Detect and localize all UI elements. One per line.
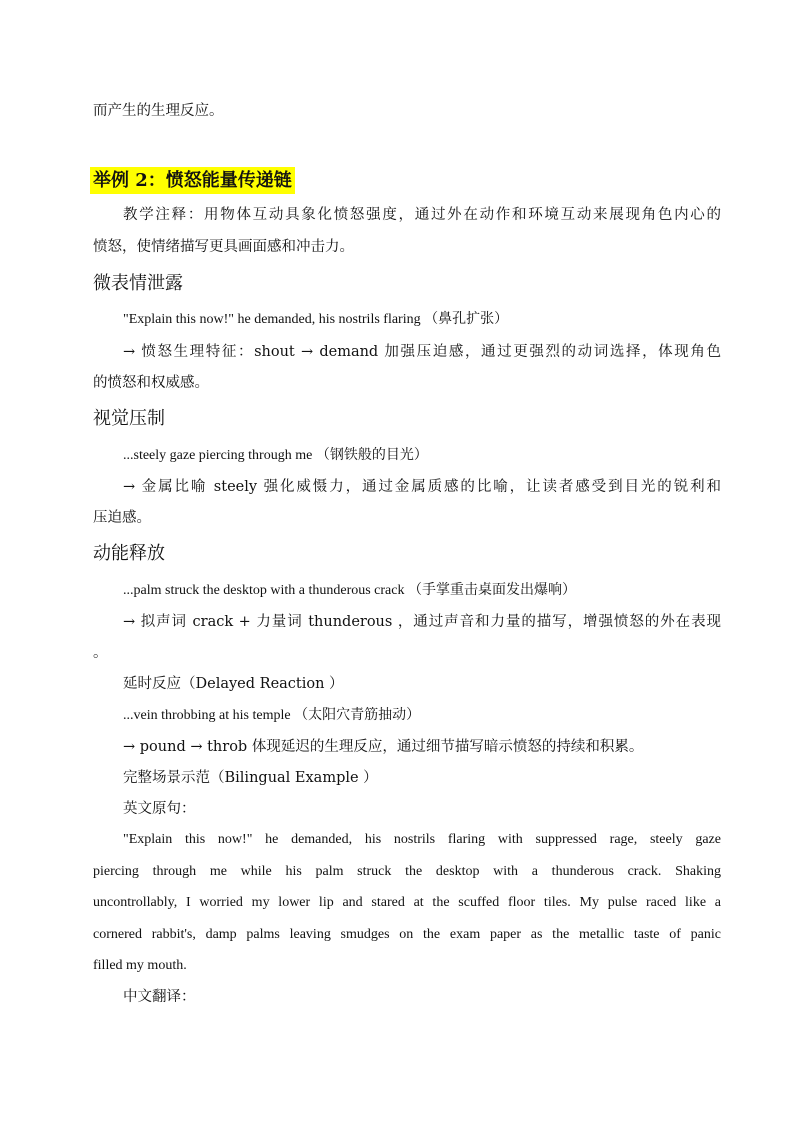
section-title-visual-pressure: 视觉压制: [93, 408, 165, 429]
english-paragraph-line: filled my mouth.: [93, 958, 187, 973]
teaching-note-line2: 愤怒，使情绪描写更具画面感和冲击力。: [93, 239, 354, 255]
analysis-line2: 的愤怒和权威感。: [93, 375, 209, 391]
quote-nostrils: "Explain this now!" he demanded, his nostrils flaring （鼻孔扩张）: [123, 312, 509, 327]
analysis-line1: → 拟声词 crack + 力量词 thunderous ，通过声音和力量的描写，增强愤怒的外在表现: [123, 614, 721, 630]
quote-palm-struck: ...palm struck the desktop with a thunderous crack （手掌重击桌面发出爆响）: [123, 583, 576, 598]
section-title-micro-expression: 微表情泄露: [93, 273, 183, 294]
english-paragraph-line: piercing through me while his palm struck the desktop with a thunderous crack. Shaking: [93, 864, 721, 879]
intro-tail-text: 而产生的生理反应。: [93, 103, 224, 119]
analysis-line2: 。: [93, 645, 108, 661]
quote-steely-gaze: ...steely gaze piercing through me （钢铁般的目光）: [123, 448, 428, 463]
chinese-translation-label: 中文翻译：: [123, 989, 196, 1005]
teaching-note-line1: 教学注释：用物体互动具象化愤怒强度，通过外在动作和环境互动来展现角色内心的: [123, 207, 721, 223]
english-paragraph-line: uncontrollably, I worried my lower lip and stared at the scuffed floor tiles. My pulse raced like a: [93, 895, 721, 910]
english-label: 英文原句：: [123, 801, 196, 817]
analysis-line1: → 金属比喻 steely 强化威慑力，通过金属质感的比喻，让读者感受到目光的锐利和: [123, 479, 721, 495]
example2-heading: 举例 2：愤怒能量传递链: [90, 167, 295, 194]
analysis-line1: → 愤怒生理特征：shout → demand 加强压迫感，通过更强烈的动词选择，体现角色: [123, 344, 721, 360]
full-example-title: 完整场景示范（Bilingual Example ）: [123, 770, 378, 786]
english-paragraph-line: "Explain this now!" he demanded, his nostrils flaring with suppressed rage, steely gaze: [123, 832, 721, 847]
analysis-line: → pound → throb 体现延迟的生理反应，通过细节描写暗示愤怒的持续和积累。: [123, 739, 644, 755]
analysis-line2: 压迫感。: [93, 510, 151, 526]
english-paragraph-line: cornered rabbit's, damp palms leaving smudges on the exam paper as the metallic taste of panic: [93, 927, 721, 942]
subsection-delayed-reaction: 延时反应（Delayed Reaction ）: [123, 676, 344, 692]
section-title-kinetic-release: 动能释放: [93, 543, 165, 564]
quote-vein-throbbing: ...vein throbbing at his temple （太阳穴青筋抽动）: [123, 708, 421, 723]
